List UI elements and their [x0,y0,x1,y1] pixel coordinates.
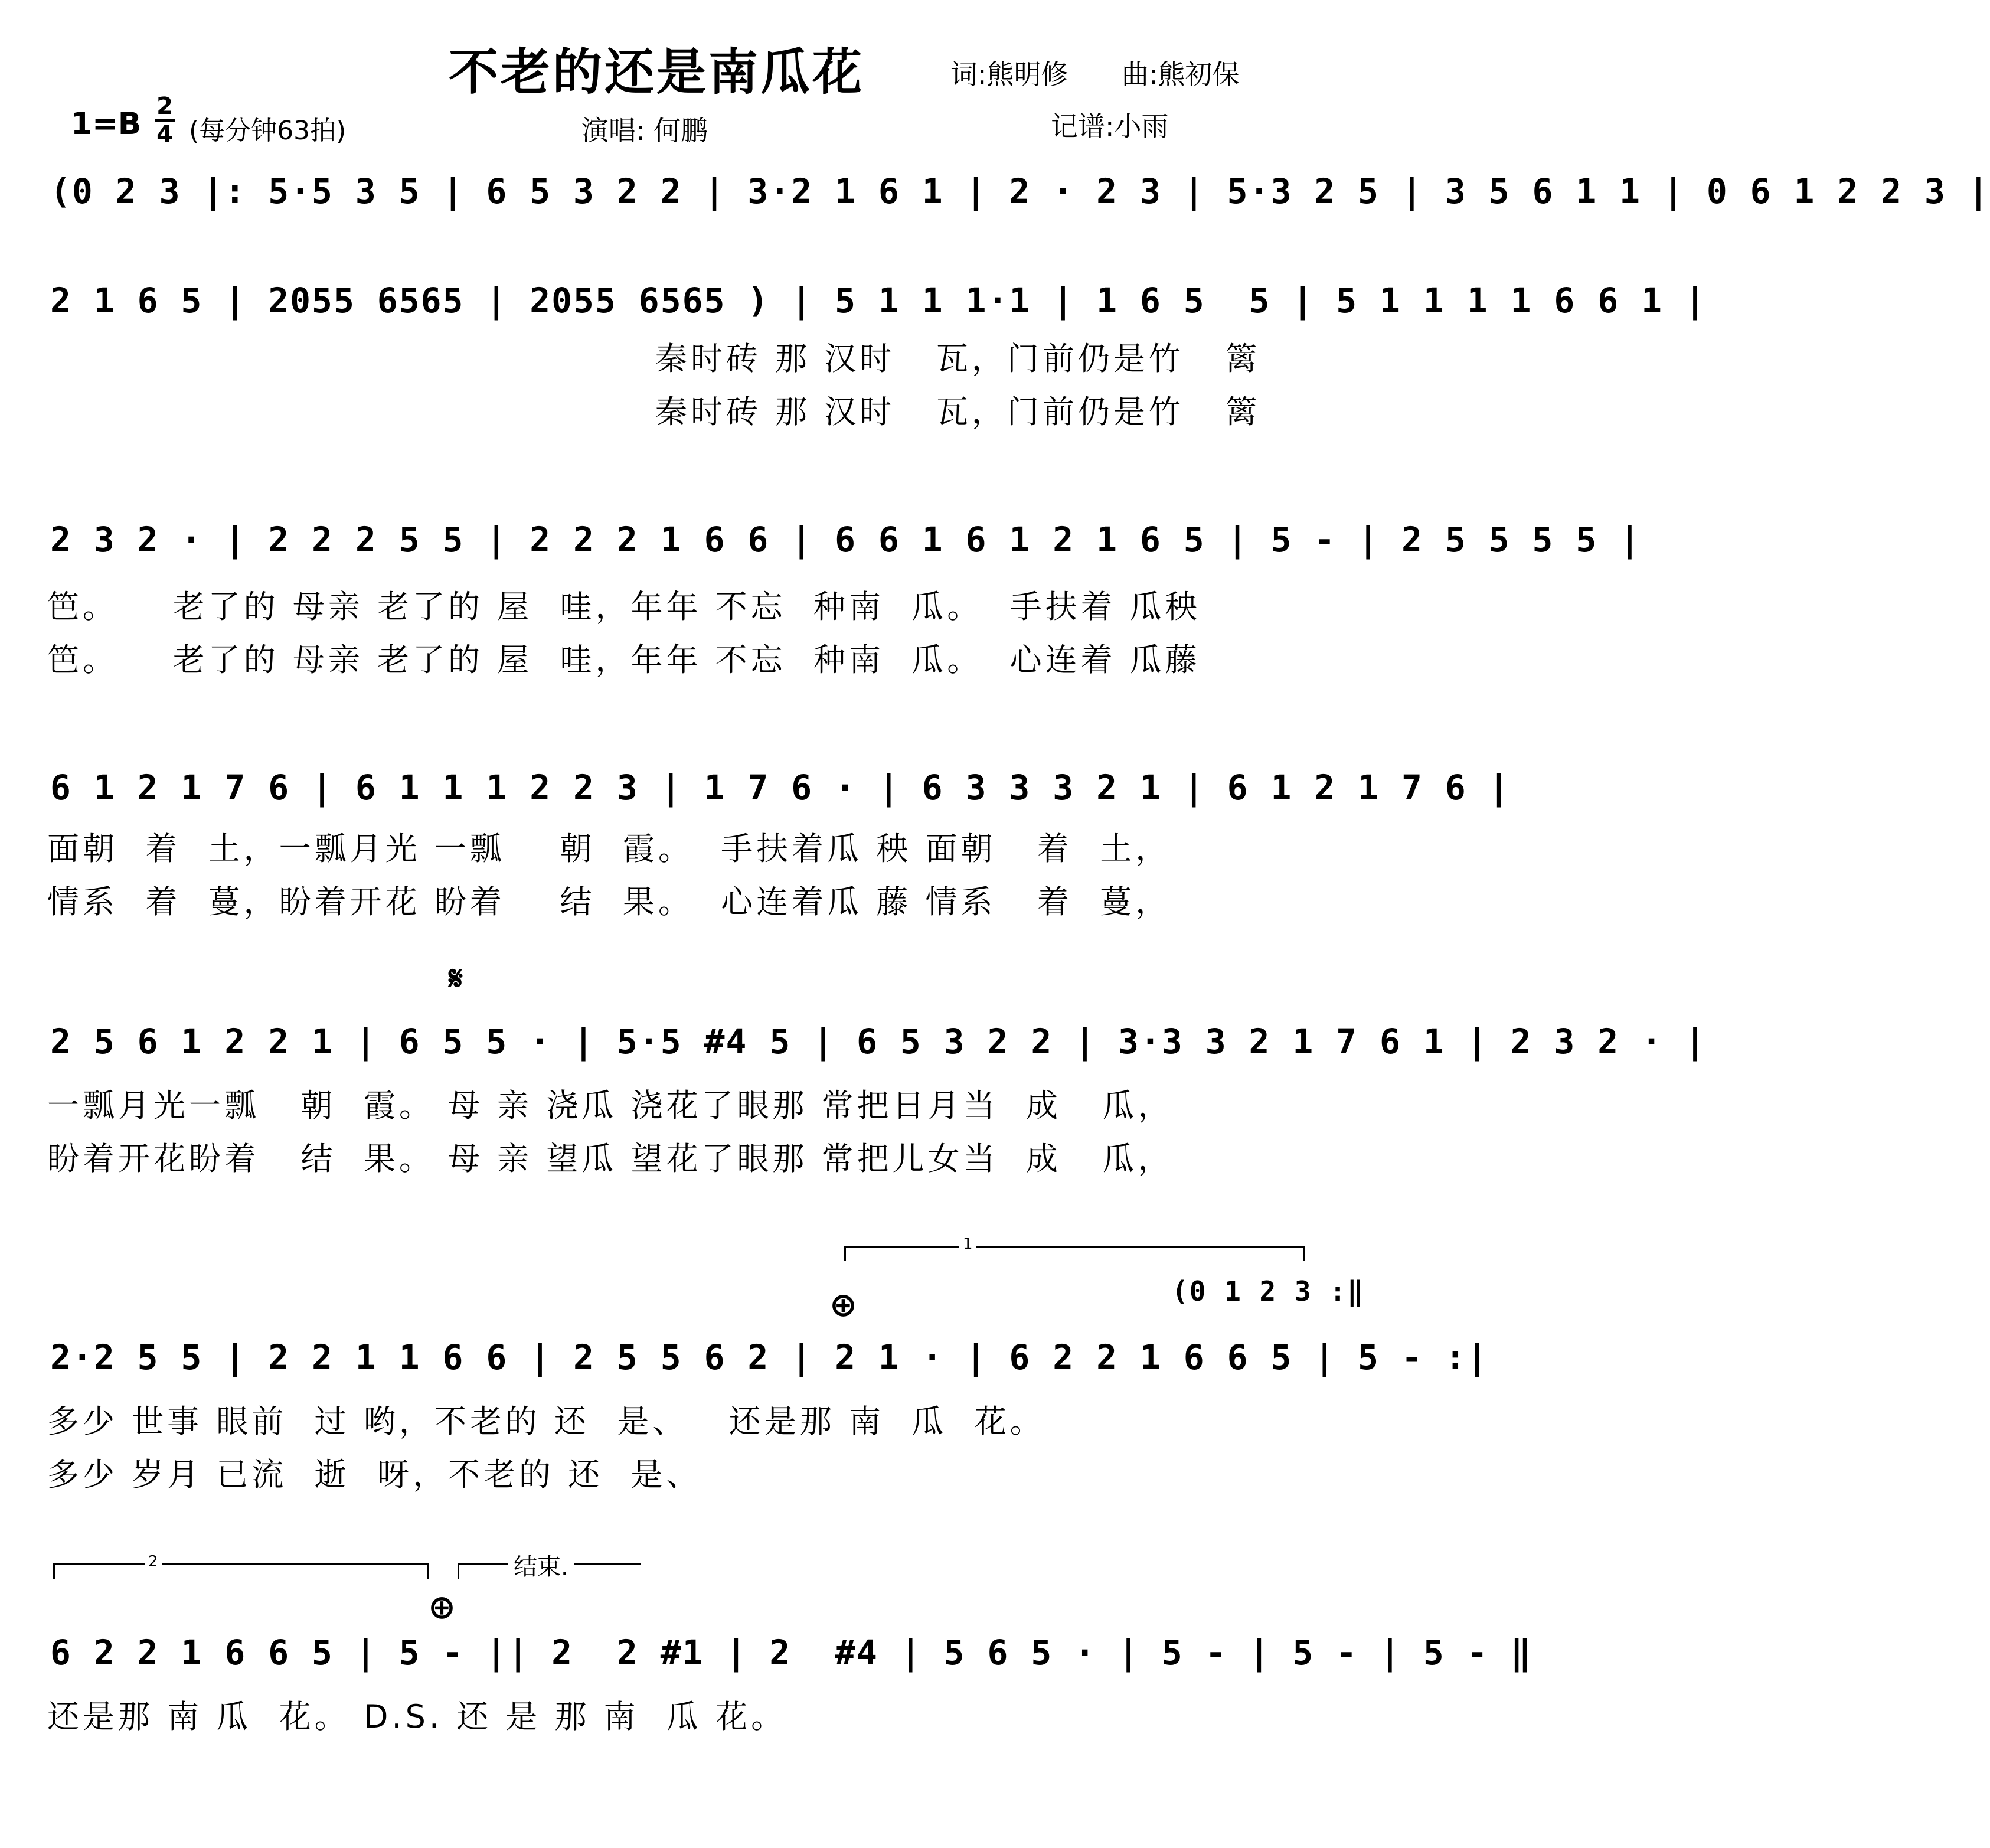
transcriber: 记谱:小雨 [1051,110,1169,142]
lyric-row-4-verse-1: 面朝 着 土，一瓢月光 一瓢 朝 霞。 手扶着瓜 秧 面朝 着 土， [47,830,1171,867]
singer: 演唱: 何鹏 [581,115,708,146]
key-signature: 1=B [71,106,142,142]
volta-1-tick-right [1303,1246,1305,1261]
notation-row-7: 6 2 2 1 6 6 5 | 5 - || 2 2 #1 | 2 #4 | 5 6 5 · | 5 - | 5 - | 5 - ‖ [50,1632,1532,1673]
meter-top: 2 [156,93,173,120]
lyric-row-7: 还是那 南 瓜 花。 D.S. 还 是 那 南 瓜 花。 [47,1698,787,1735]
lyric-row-3-verse-2: 笆。 老了的 母亲 老了的 屋 哇，年年 不忘 种南 瓜。 心连着 瓜藤 [47,641,1201,678]
lyric-row-5-verse-2: 盼着开花盼着 结 果。 母 亲 望瓜 望花了眼那 常把儿女当 成 瓜， [47,1140,1174,1177]
lyric-row-6-verse-2: 多少 岁月 已流 逝 呀，不老的 还 是、 [47,1456,702,1493]
volta-2-number: 2 [145,1553,162,1571]
lyricist: 词:熊明修 [950,58,1068,90]
notation-row-5: 2 5 6 1 2 2 1 | 6 5 5 · | 5·5 #4 5 | 6 5 3 2 2 | 3·3 3 2 1 7 6 1 | 2 3 2 · | [50,1021,1707,1062]
composer: 曲:熊初保 [1122,58,1240,90]
volta-1-number: 1 [959,1235,976,1253]
notation-row-2: 2 1 6 5 | 2055 6565 | 2055 6565 ) | 5 1 1 1·1 | 1 6 5 5 | 5 1 1 1 1 6 6 1 | [50,280,1707,321]
lyric-row-6-verse-1: 多少 世事 眼前 过 哟，不老的 还 是、 还是那 南 瓜 花。 [47,1403,1045,1440]
notation-row-1: (0 2 3 |: 5·5 3 5 | 6 5 3 2 2 | 3·2 1 6 1 | 2 · 2 3 | 5·3 2 5 | 3 5 6 1 1 | 0 6 1 2 2 3 | [50,171,1990,211]
volta-2-bracket [53,1563,428,1565]
lyric-row-2-verse-2: 秦时砖 那 汉时 瓦，门前仍是竹 篱 [655,393,1261,430]
meter-bottom: 4 [156,121,173,148]
lyric-row-3-verse-1: 笆。 老了的 母亲 老了的 屋 哇，年年 不忘 种南 瓜。 手扶着 瓜秧 [47,588,1201,625]
segno-mark: 𝄋 [449,959,463,998]
lyric-row-4-verse-2: 情系 着 蔓，盼着开花 盼着 结 果。 心连着瓜 藤 情系 着 蔓， [47,883,1171,920]
notation-row-4: 6 1 2 1 7 6 | 6 1 1 1 2 2 3 | 1 7 6 · | 6 3 3 3 2 1 | 6 1 2 1 7 6 | [50,768,1511,808]
volta-1-bracket [844,1246,1305,1248]
volta-2-tick-left [53,1563,55,1579]
song-title: 不老的还是南瓜花 [449,43,865,101]
ending-tick-left [458,1563,459,1579]
coda-mark-1: ⊕ [829,1286,857,1324]
notation-row-6: 2·2 5 5 | 2 2 1 1 6 6 | 2 5 5 6 2 | 2 1 · | 6 2 2 1 6 6 5 | 5 - :| [50,1337,1489,1377]
lyric-row-2-verse-1: 秦时砖 那 汉时 瓦，门前仍是竹 篱 [655,340,1261,377]
volta-1-pickup: (0 1 2 3 :‖ [1172,1275,1365,1307]
time-signature [155,94,175,146]
volta-2-tick-right [427,1563,429,1579]
ending-label: 结束. [508,1548,574,1582]
coda-mark-2: ⊕ [428,1588,456,1627]
tempo-marking: (每分钟63拍) [189,116,347,146]
notation-row-3: 2 3 2 · | 2 2 2 5 5 | 2 2 2 1 6 6 | 6 6 1 6 1 2 1 6 5 | 5 - | 2 5 5 5 5 | [50,520,1642,560]
volta-1-tick-left [844,1246,846,1261]
lyric-row-5-verse-1: 一瓢月光一瓢 朝 霞。 母 亲 浇瓜 浇花了眼那 常把日月当 成 瓜， [47,1087,1174,1124]
